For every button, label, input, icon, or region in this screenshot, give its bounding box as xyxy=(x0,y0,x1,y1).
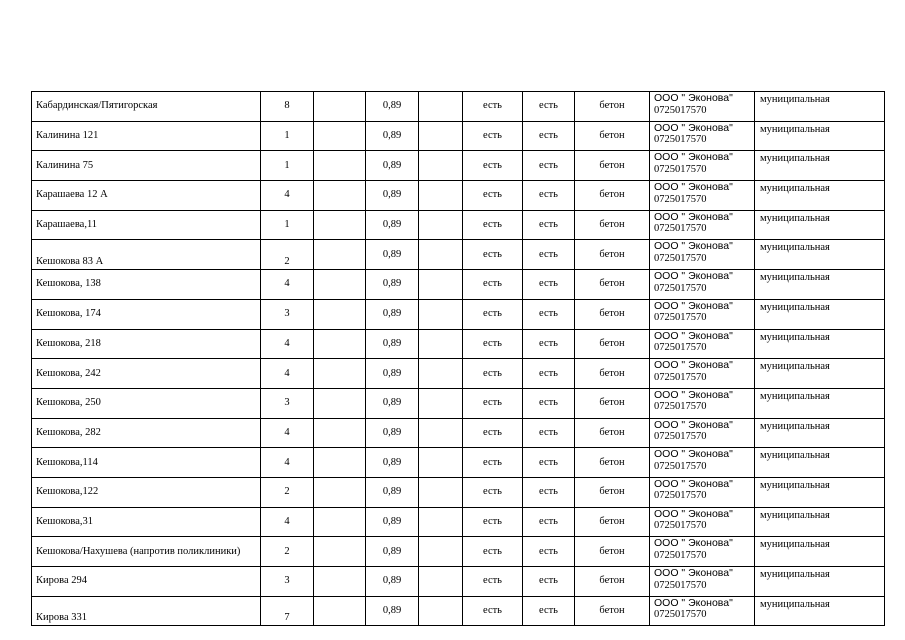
cell-empty xyxy=(419,448,463,478)
cell-address: Кирова 294 xyxy=(32,567,261,597)
cell-empty xyxy=(419,240,463,270)
cell-cover: есть xyxy=(523,329,575,359)
cell-organization xyxy=(650,537,755,567)
cell-organization xyxy=(650,151,755,181)
cell-count: 4 xyxy=(261,418,314,448)
table-row xyxy=(32,359,885,389)
cell-volume: 0,89 xyxy=(366,151,419,181)
cell-cover: есть xyxy=(523,507,575,537)
cell-base: бетон xyxy=(575,299,650,329)
cell-address: Карашаева,11 xyxy=(32,210,261,240)
table-row xyxy=(32,596,885,626)
organization-name: ООО " Эконова" xyxy=(654,596,733,609)
organization-name: ООО " Эконова" xyxy=(654,477,733,490)
organization-phone: 0725017570 xyxy=(654,490,707,502)
cell-cover: есть xyxy=(523,270,575,300)
cell-cover: есть xyxy=(523,596,575,626)
cell-base: бетон xyxy=(575,121,650,151)
cell-volume: 0,89 xyxy=(366,567,419,597)
organization-name: ООО " Эконова" xyxy=(654,181,733,194)
cell-ownership: муниципальная xyxy=(755,596,885,626)
cell-base: бетон xyxy=(575,418,650,448)
cell-base: бетон xyxy=(575,596,650,626)
organization-name: ООО " Эконова" xyxy=(654,121,733,134)
cell-fence: есть xyxy=(463,270,523,300)
cell-cover: есть xyxy=(523,181,575,211)
cell-base: бетон xyxy=(575,477,650,507)
cell-address: Кешокова,114 xyxy=(32,448,261,478)
organization-name: ООО " Эконова" xyxy=(654,329,733,342)
cell-count: 7 xyxy=(261,596,314,626)
cell-empty xyxy=(314,92,366,122)
cell-empty xyxy=(314,151,366,181)
cell-empty xyxy=(314,477,366,507)
cell-organization xyxy=(650,210,755,240)
cell-empty xyxy=(419,388,463,418)
cell-base: бетон xyxy=(575,181,650,211)
cell-ownership: муниципальная xyxy=(755,92,885,122)
cell-volume: 0,89 xyxy=(366,448,419,478)
cell-fence: есть xyxy=(463,210,523,240)
cell-cover: есть xyxy=(523,567,575,597)
organization-name: ООО " Эконова" xyxy=(654,359,733,372)
cell-ownership: муниципальная xyxy=(755,151,885,181)
cell-empty xyxy=(419,121,463,151)
table-row xyxy=(32,270,885,300)
organization-name: ООО " Эконова" xyxy=(654,448,733,461)
cell-empty xyxy=(314,507,366,537)
cell-address: Карашаева 12 А xyxy=(32,181,261,211)
cell-cover: есть xyxy=(523,418,575,448)
cell-count: 1 xyxy=(261,121,314,151)
cell-organization xyxy=(650,181,755,211)
cell-address: Кешокова, 250 xyxy=(32,388,261,418)
cell-empty xyxy=(314,418,366,448)
cell-organization xyxy=(650,477,755,507)
cell-count: 2 xyxy=(261,477,314,507)
cell-count: 4 xyxy=(261,448,314,478)
cell-empty xyxy=(419,92,463,122)
cell-volume: 0,89 xyxy=(366,329,419,359)
cell-base: бетон xyxy=(575,388,650,418)
cell-address: Кешокова,31 xyxy=(32,507,261,537)
cell-fence: есть xyxy=(463,596,523,626)
cell-count: 8 xyxy=(261,92,314,122)
organization-phone: 0725017570 xyxy=(654,609,707,621)
cell-organization xyxy=(650,418,755,448)
table-row xyxy=(32,151,885,181)
cell-empty xyxy=(419,507,463,537)
organization-name: ООО " Эконова" xyxy=(654,92,733,104)
cell-volume: 0,89 xyxy=(366,507,419,537)
cell-organization xyxy=(650,388,755,418)
cell-fence: есть xyxy=(463,151,523,181)
cell-address: Кешокова,122 xyxy=(32,477,261,507)
cell-cover: есть xyxy=(523,92,575,122)
table-row xyxy=(32,329,885,359)
cell-address: Калинина 121 xyxy=(32,121,261,151)
cell-organization xyxy=(650,299,755,329)
cell-empty xyxy=(314,388,366,418)
organization-phone: 0725017570 xyxy=(654,312,707,324)
cell-organization xyxy=(650,329,755,359)
cell-organization xyxy=(650,507,755,537)
cell-empty xyxy=(314,448,366,478)
organization-phone: 0725017570 xyxy=(654,163,707,175)
cell-empty xyxy=(419,596,463,626)
cell-fence: есть xyxy=(463,240,523,270)
cell-organization xyxy=(650,567,755,597)
cell-cover: есть xyxy=(523,359,575,389)
organization-phone: 0725017570 xyxy=(654,193,707,205)
cell-fence: есть xyxy=(463,121,523,151)
cell-base: бетон xyxy=(575,448,650,478)
cell-count: 4 xyxy=(261,181,314,211)
cell-ownership: муниципальная xyxy=(755,210,885,240)
cell-ownership: муниципальная xyxy=(755,359,885,389)
cell-ownership: муниципальная xyxy=(755,388,885,418)
table-row xyxy=(32,121,885,151)
cell-cover: есть xyxy=(523,121,575,151)
cell-count: 3 xyxy=(261,299,314,329)
cell-ownership: муниципальная xyxy=(755,418,885,448)
cell-organization xyxy=(650,359,755,389)
cell-base: бетон xyxy=(575,329,650,359)
cell-empty xyxy=(314,359,366,389)
cell-volume: 0,89 xyxy=(366,388,419,418)
cell-empty xyxy=(314,537,366,567)
cell-empty xyxy=(314,210,366,240)
cell-empty xyxy=(419,359,463,389)
cell-address: Кешокова, 242 xyxy=(32,359,261,389)
data-table xyxy=(31,91,885,626)
cell-cover: есть xyxy=(523,240,575,270)
cell-empty xyxy=(314,329,366,359)
cell-count: 1 xyxy=(261,210,314,240)
cell-volume: 0,89 xyxy=(366,92,419,122)
table-row xyxy=(32,567,885,597)
cell-base: бетон xyxy=(575,537,650,567)
cell-empty xyxy=(419,151,463,181)
cell-fence: есть xyxy=(463,477,523,507)
cell-organization xyxy=(650,121,755,151)
cell-cover: есть xyxy=(523,448,575,478)
cell-ownership: муниципальная xyxy=(755,299,885,329)
cell-count: 4 xyxy=(261,270,314,300)
cell-volume: 0,89 xyxy=(366,181,419,211)
cell-empty xyxy=(314,121,366,151)
cell-empty xyxy=(419,329,463,359)
cell-ownership: муниципальная xyxy=(755,181,885,211)
table-row xyxy=(32,507,885,537)
organization-phone: 0725017570 xyxy=(654,282,707,294)
cell-base: бетон xyxy=(575,210,650,240)
table-body xyxy=(32,92,885,626)
organization-name: ООО " Эконова" xyxy=(654,418,733,431)
cell-volume: 0,89 xyxy=(366,210,419,240)
cell-empty xyxy=(314,240,366,270)
cell-volume: 0,89 xyxy=(366,359,419,389)
table-row xyxy=(32,299,885,329)
cell-empty xyxy=(419,210,463,240)
cell-volume: 0,89 xyxy=(366,477,419,507)
organization-phone: 0725017570 xyxy=(654,104,707,116)
cell-address: Кешокова, 218 xyxy=(32,329,261,359)
table-row xyxy=(32,448,885,478)
cell-count: 3 xyxy=(261,388,314,418)
cell-organization xyxy=(650,240,755,270)
organization-phone: 0725017570 xyxy=(654,520,707,532)
cell-address: Кабардинская/Пятигорская xyxy=(32,92,261,122)
organization-phone: 0725017570 xyxy=(654,579,707,591)
organization-phone: 0725017570 xyxy=(654,460,707,472)
cell-empty xyxy=(314,270,366,300)
cell-fence: есть xyxy=(463,181,523,211)
cell-count: 3 xyxy=(261,567,314,597)
cell-cover: есть xyxy=(523,299,575,329)
cell-volume: 0,89 xyxy=(366,299,419,329)
cell-base: бетон xyxy=(575,507,650,537)
table-row xyxy=(32,477,885,507)
cell-base: бетон xyxy=(575,92,650,122)
cell-count: 2 xyxy=(261,240,314,270)
organization-name: ООО " Эконова" xyxy=(654,388,733,401)
cell-volume: 0,89 xyxy=(366,537,419,567)
organization-name: ООО " Эконова" xyxy=(654,151,733,164)
organization-phone: 0725017570 xyxy=(654,252,707,264)
container-sites-table xyxy=(31,91,884,624)
cell-address: Кешокова/Нахушева (напротив поликлиники) xyxy=(32,537,261,567)
cell-empty xyxy=(419,537,463,567)
organization-name: ООО " Эконова" xyxy=(654,240,733,253)
cell-count: 1 xyxy=(261,151,314,181)
organization-name: ООО " Эконова" xyxy=(654,270,733,283)
organization-phone: 0725017570 xyxy=(654,371,707,383)
cell-ownership: муниципальная xyxy=(755,567,885,597)
cell-fence: есть xyxy=(463,329,523,359)
cell-empty xyxy=(419,181,463,211)
organization-phone: 0725017570 xyxy=(654,134,707,146)
table-row xyxy=(32,210,885,240)
cell-cover: есть xyxy=(523,151,575,181)
organization-phone: 0725017570 xyxy=(654,223,707,235)
cell-empty xyxy=(314,596,366,626)
cell-ownership: муниципальная xyxy=(755,448,885,478)
organization-name: ООО " Эконова" xyxy=(654,210,733,223)
cell-base: бетон xyxy=(575,151,650,181)
cell-fence: есть xyxy=(463,299,523,329)
organization-phone: 0725017570 xyxy=(654,401,707,413)
cell-organization xyxy=(650,596,755,626)
cell-count: 4 xyxy=(261,329,314,359)
cell-fence: есть xyxy=(463,359,523,389)
cell-count: 4 xyxy=(261,359,314,389)
cell-fence: есть xyxy=(463,418,523,448)
organization-phone: 0725017570 xyxy=(654,549,707,561)
cell-address: Калинина 75 xyxy=(32,151,261,181)
cell-volume: 0,89 xyxy=(366,270,419,300)
cell-cover: есть xyxy=(523,210,575,240)
cell-base: бетон xyxy=(575,567,650,597)
cell-volume: 0,89 xyxy=(366,240,419,270)
organization-name: ООО " Эконова" xyxy=(654,299,733,312)
organization-phone: 0725017570 xyxy=(654,431,707,443)
cell-volume: 0,89 xyxy=(366,418,419,448)
table-row xyxy=(32,537,885,567)
cell-address: Кешокова, 282 xyxy=(32,418,261,448)
cell-volume: 0,89 xyxy=(366,121,419,151)
cell-ownership: муниципальная xyxy=(755,507,885,537)
cell-ownership: муниципальная xyxy=(755,270,885,300)
cell-cover: есть xyxy=(523,388,575,418)
organization-name: ООО " Эконова" xyxy=(654,567,733,579)
cell-empty xyxy=(419,418,463,448)
cell-empty xyxy=(419,270,463,300)
cell-fence: есть xyxy=(463,388,523,418)
cell-organization xyxy=(650,92,755,122)
cell-base: бетон xyxy=(575,359,650,389)
cell-empty xyxy=(419,567,463,597)
cell-ownership: муниципальная xyxy=(755,240,885,270)
organization-name: ООО " Эконова" xyxy=(654,537,733,550)
cell-fence: есть xyxy=(463,567,523,597)
cell-base: бетон xyxy=(575,240,650,270)
cell-cover: есть xyxy=(523,537,575,567)
cell-volume: 0,89 xyxy=(366,596,419,626)
organization-name: ООО " Эконова" xyxy=(654,507,733,520)
organization-phone: 0725017570 xyxy=(654,342,707,353)
cell-empty xyxy=(314,181,366,211)
cell-fence: есть xyxy=(463,507,523,537)
cell-ownership: муниципальная xyxy=(755,329,885,359)
table-row xyxy=(32,418,885,448)
cell-empty xyxy=(314,567,366,597)
table-row xyxy=(32,92,885,122)
table-row xyxy=(32,181,885,211)
cell-organization xyxy=(650,270,755,300)
cell-address: Кирова 331 xyxy=(32,596,261,626)
cell-fence: есть xyxy=(463,92,523,122)
cell-ownership: муниципальная xyxy=(755,537,885,567)
cell-address: Кешокова 83 А xyxy=(32,240,261,270)
cell-empty xyxy=(419,299,463,329)
cell-ownership: муниципальная xyxy=(755,477,885,507)
cell-fence: есть xyxy=(463,537,523,567)
cell-empty xyxy=(419,477,463,507)
cell-base: бетон xyxy=(575,270,650,300)
cell-count: 4 xyxy=(261,507,314,537)
table-row xyxy=(32,388,885,418)
cell-organization xyxy=(650,448,755,478)
table-row xyxy=(32,240,885,270)
cell-empty xyxy=(314,299,366,329)
cell-ownership: муниципальная xyxy=(755,121,885,151)
cell-count: 2 xyxy=(261,537,314,567)
cell-cover: есть xyxy=(523,477,575,507)
cell-address: Кешокова, 174 xyxy=(32,299,261,329)
cell-address: Кешокова, 138 xyxy=(32,270,261,300)
cell-fence: есть xyxy=(463,448,523,478)
